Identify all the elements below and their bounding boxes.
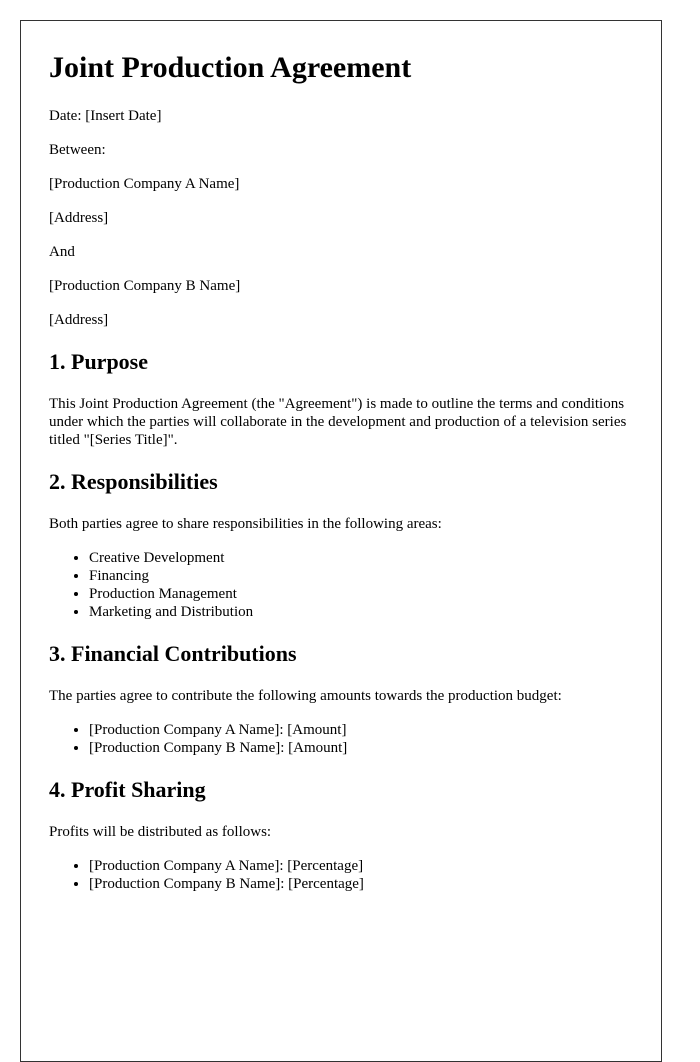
responsibilities-text: Both parties agree to share responsibilities in the following areas: bbox=[49, 516, 442, 532]
list-item: • [Production Company B Name]: [Amount] bbox=[89, 739, 633, 757]
company-a-name: [Production Company A Name] bbox=[49, 176, 240, 192]
section-heading-purpose: 1. Purpose bbox=[49, 349, 148, 374]
list-item: • [Production Company A Name]: [Percentage] bbox=[89, 857, 633, 875]
document-title: Joint Production Agreement bbox=[49, 51, 412, 84]
section-heading-financial: 3. Financial Contributions bbox=[49, 641, 297, 666]
profit-list bbox=[49, 857, 633, 893]
company-b-address: [Address] bbox=[49, 312, 109, 328]
agreement-document bbox=[20, 20, 662, 1062]
responsibilities-list bbox=[49, 549, 633, 621]
list-item: • Financing bbox=[89, 567, 633, 585]
financial-text: The parties agree to contribute the following amounts towards the production budget: bbox=[49, 688, 562, 704]
financial-list bbox=[49, 721, 633, 757]
list-item: • Production Management bbox=[89, 585, 633, 603]
list-item: • Creative Development bbox=[89, 549, 633, 567]
profit-text: Profits will be distributed as follows: bbox=[49, 824, 272, 840]
date-line: Date: [Insert Date] bbox=[49, 108, 162, 124]
section-heading-profit: 4. Profit Sharing bbox=[49, 777, 206, 802]
list-item: • [Production Company A Name]: [Amount] bbox=[89, 721, 633, 739]
and-label: And bbox=[49, 244, 75, 260]
section-heading-responsibilities: 2. Responsibilities bbox=[49, 469, 218, 494]
company-a-address: [Address] bbox=[49, 210, 109, 226]
list-item: • Marketing and Distribution bbox=[89, 603, 633, 621]
company-b-name: [Production Company B Name] bbox=[49, 278, 241, 294]
list-item: • [Production Company B Name]: [Percentage] bbox=[89, 875, 633, 893]
purpose-text: This Joint Production Agreement (the "Agreement") is made to outline the terms and conditions under which the parties will collaborate in the development and production of a television series titled "[Series Title]". bbox=[49, 396, 627, 448]
between-label: Between: bbox=[49, 142, 106, 158]
